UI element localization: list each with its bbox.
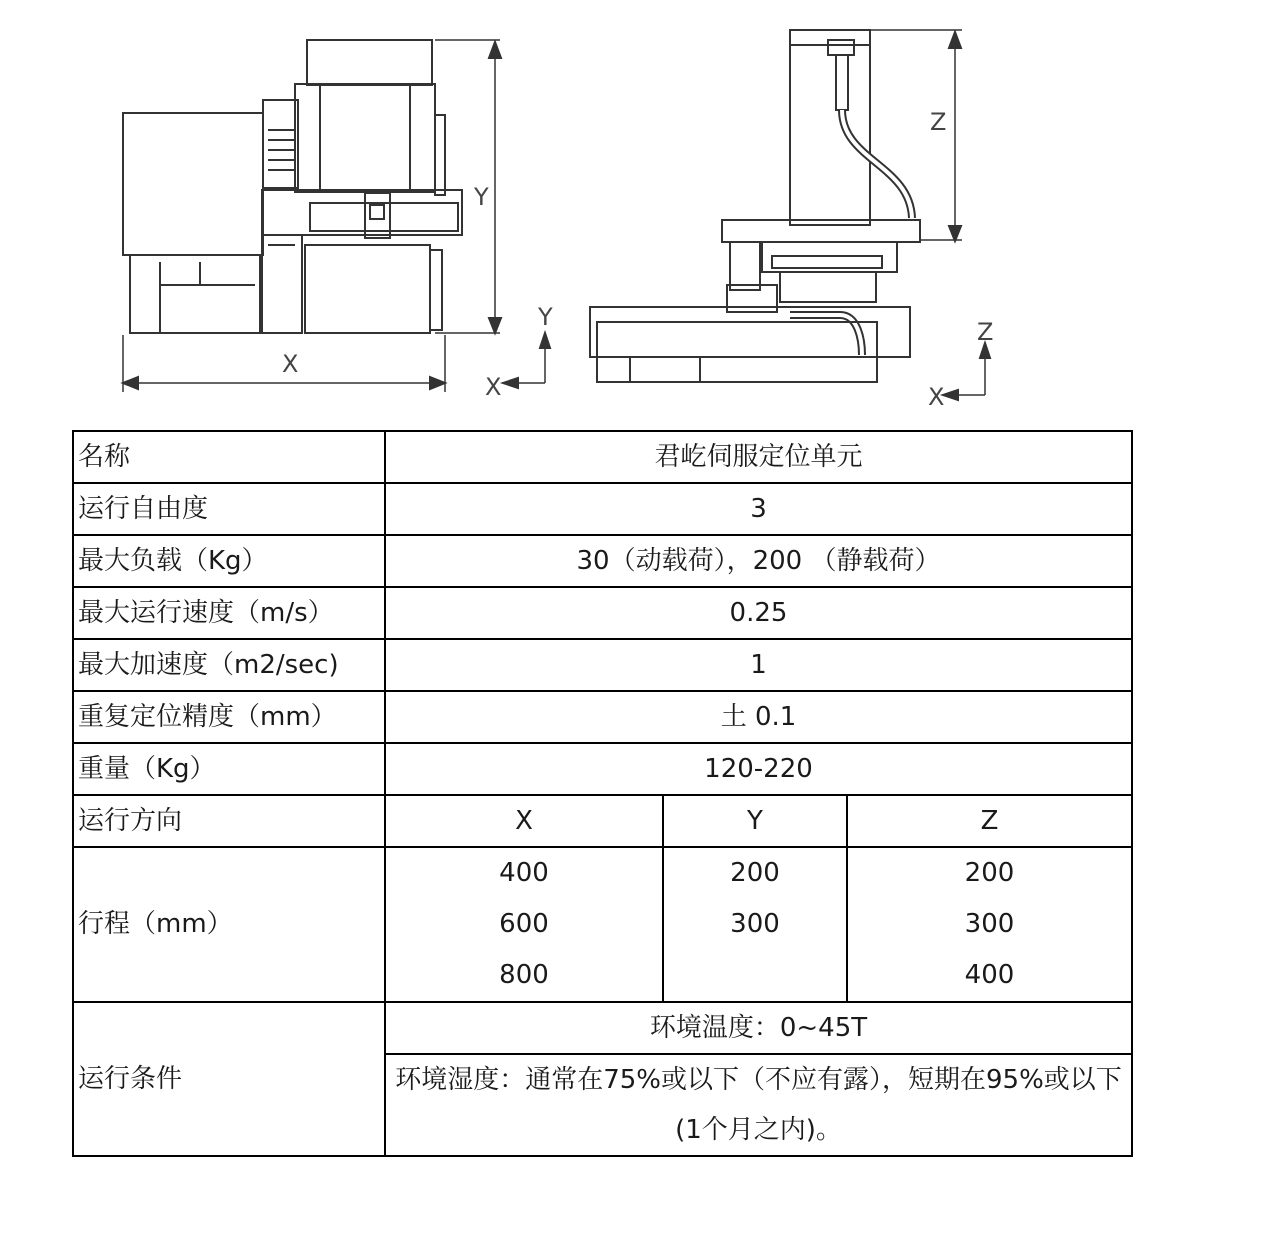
axis-z-label: Z — [977, 318, 994, 346]
name-label: 名称 — [73, 431, 385, 483]
table-row — [73, 691, 1132, 743]
top-view-drawing — [123, 40, 550, 392]
table-row — [73, 431, 1132, 483]
speed-value: 0.25 — [385, 587, 1132, 639]
table-row — [73, 1002, 1132, 1054]
table-row — [73, 743, 1132, 795]
stroke-y-cell — [663, 847, 847, 1002]
precision-label: 重复定位精度（mm） — [73, 691, 385, 743]
stroke-z-value: 300 — [964, 909, 1015, 939]
stroke-x-cell — [385, 847, 663, 1002]
load-label: 最大负载（Kg） — [73, 535, 385, 587]
table-row — [73, 483, 1132, 535]
direction-label: 运行方向 — [73, 795, 385, 847]
weight-label: 重量（Kg） — [73, 743, 385, 795]
dof-label: 运行自由度 — [73, 483, 385, 535]
humidity-value: 环境湿度：通常在75%或以下（不应有露），短期在95%或以下(1个月之内)。 — [385, 1054, 1132, 1156]
table-row — [73, 639, 1132, 691]
spec-table — [72, 430, 1133, 1157]
stroke-z-value: 200 — [964, 858, 1015, 888]
side-view-drawing — [590, 30, 990, 400]
stroke-z-cell — [847, 847, 1132, 1002]
table-row — [73, 587, 1132, 639]
stroke-y-value: 200 — [730, 858, 780, 888]
table-row — [73, 847, 1132, 1002]
stroke-label-text: 行程（mm） — [78, 909, 233, 939]
table-row — [73, 795, 1132, 847]
axis-x-label-right: X — [928, 383, 945, 411]
precision-value: 土 0.1 — [385, 691, 1132, 743]
direction-x: X — [385, 795, 663, 847]
table-row — [73, 535, 1132, 587]
direction-y: Y — [663, 795, 847, 847]
load-value: 30（动载荷），200 （静载荷） — [385, 535, 1132, 587]
name-value: 君屹伺服定位单元 — [385, 431, 1132, 483]
stroke-x-value: 800 — [499, 960, 549, 990]
temperature-value: 环境温度：0~45T — [385, 1002, 1132, 1054]
stroke-y-value: 300 — [730, 909, 780, 939]
stroke-x-value: 400 — [499, 858, 549, 888]
y-dimension-label: Y — [474, 183, 489, 211]
axis-y-label: Y — [538, 303, 553, 331]
accel-label: 最大加速度（m2/sec) — [73, 639, 385, 691]
dof-value: 3 — [385, 483, 1132, 535]
stroke-label — [73, 847, 385, 1002]
axis-x-label: X — [485, 373, 502, 401]
speed-label: 最大运行速度（m/s） — [73, 587, 385, 639]
weight-value: 120-220 — [385, 743, 1132, 795]
direction-z: Z — [847, 795, 1132, 847]
z-dimension-label: Z — [930, 108, 947, 136]
conditions-label: 运行条件 — [73, 1002, 385, 1156]
stroke-x-value: 600 — [499, 909, 549, 939]
stroke-z-value: 400 — [964, 960, 1015, 990]
technical-drawings — [0, 0, 1288, 420]
x-dimension-label: X — [282, 350, 299, 378]
accel-value: 1 — [385, 639, 1132, 691]
